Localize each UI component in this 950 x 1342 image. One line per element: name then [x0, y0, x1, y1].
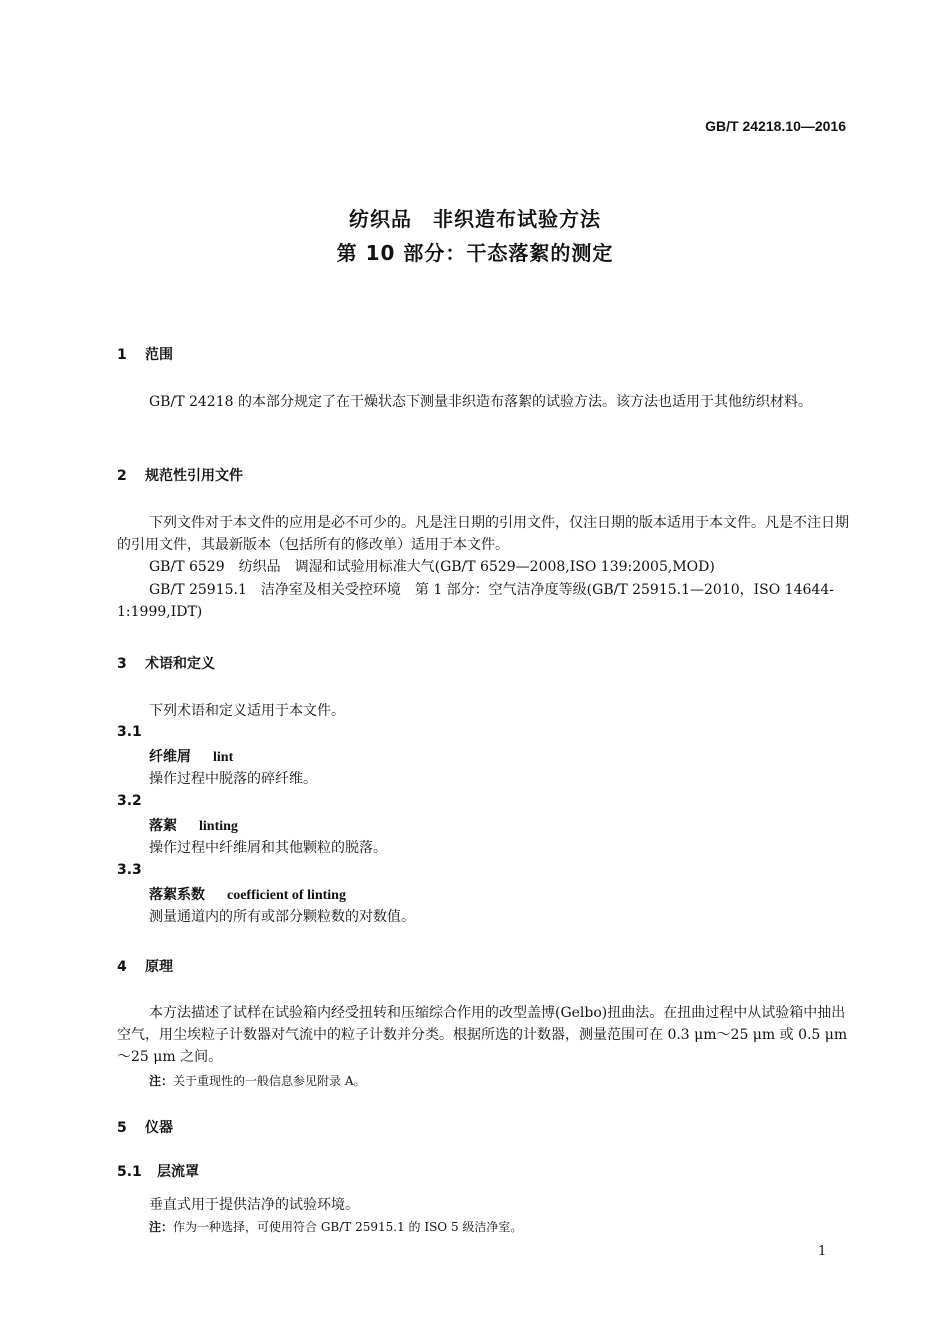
subsection-5-1-paragraph: 垂直式用于提供洁净的试验环境。	[149, 1197, 359, 1213]
section-title: 术语和定义	[145, 656, 215, 672]
clause-3-3-number: 3.3	[117, 862, 142, 878]
term-chinese: 落絮系数	[149, 887, 205, 903]
clause-3-1-number: 3.1	[117, 724, 142, 740]
term-3-1	[149, 746, 233, 766]
section-title: 范围	[145, 347, 173, 363]
note-label: 注：	[149, 1220, 174, 1234]
note-label: 注：	[149, 1074, 174, 1088]
section-4-paragraph: 本方法描述了试样在试验箱内经受扭转和压缩综合作用的改型盖博(Gelbo)扭曲法。在扭曲过程中从试验箱中抽出空气，用尘埃粒子计数器对气流中的粒子计数并分类。根据所选的计数器，测量范围可在 0.3 μm～25 μm 或 0.5 μm～25 μm 之间。	[117, 1005, 848, 1065]
term-3-2	[149, 815, 238, 835]
term-english: lint	[213, 750, 234, 765]
clause-3-2-number: 3.2	[117, 793, 142, 809]
section-number: 2	[117, 468, 127, 484]
section-number: 4	[117, 959, 127, 975]
document-title-line2: 第 10 部分：干态落絮的测定	[336, 241, 614, 265]
section-3-heading	[117, 653, 215, 673]
section-3-intro: 下列术语和定义适用于本文件。	[149, 703, 345, 719]
reference-gbt6529: GB/T 6529 纺织品 调湿和试验用标准大气(GB/T 6529—2008,ISO 139:2005,MOD)	[149, 559, 715, 575]
section-title: 原理	[145, 959, 173, 975]
term-3-2-definition: 操作过程中纤维屑和其他颗粒的脱落。	[149, 840, 387, 856]
term-chinese: 落絮	[149, 818, 177, 834]
page-number: 1	[818, 1244, 827, 1259]
section-number: 5	[117, 1120, 127, 1136]
section-1-paragraph: GB/T 24218 的本部分规定了在干燥状态下测量非织造布落絮的试验方法。该方法也适用于其他纺织材料。	[149, 394, 812, 410]
subsection-5-1-note	[149, 1218, 522, 1235]
section-title: 规范性引用文件	[145, 468, 243, 484]
term-3-3	[149, 884, 346, 904]
section-title: 仪器	[145, 1120, 173, 1136]
term-english: coefficient of linting	[227, 888, 346, 903]
section-1-heading	[117, 344, 173, 364]
term-3-3-definition: 测量通道内的所有或部分颗粒数的对数值。	[149, 909, 415, 925]
term-3-1-definition: 操作过程中脱落的碎纤维。	[149, 771, 317, 787]
section-number: 1	[117, 347, 127, 363]
subsection-number: 5.1	[117, 1164, 142, 1180]
note-text: 作为一种选择，可使用符合 GB/T 25915.1 的 ISO 5 级洁净室。	[173, 1220, 523, 1234]
term-english: linting	[199, 819, 238, 834]
section-2-intro: 下列文件对于本文件的应用是必不可少的。凡是注日期的引用文件，仅注日期的版本适用于本文件。凡是不注日期的引用文件，其最新版本（包括所有的修改单）适用于本文件。	[117, 515, 849, 553]
section-2-heading	[117, 465, 243, 485]
term-chinese: 纤维屑	[149, 749, 191, 765]
note-text: 关于重现性的一般信息参见附录 A。	[173, 1074, 366, 1088]
section-5-heading	[117, 1117, 173, 1137]
reference-gbt25915-1: GB/T 25915.1 洁净室及相关受控环境 第 1 部分：空气洁净度等级(GB/T 25915.1—2010，ISO 14644-1:1999,IDT)	[117, 582, 834, 620]
subsection-5-1-heading	[117, 1161, 199, 1181]
standard-number: GB/T 24218.10—2016	[705, 118, 846, 134]
document-title-line1: 纺织品 非织造布试验方法	[349, 207, 601, 231]
section-number: 3	[117, 656, 127, 672]
section-4-note	[149, 1072, 366, 1089]
section-4-heading	[117, 956, 173, 976]
subsection-title: 层流罩	[157, 1164, 199, 1180]
